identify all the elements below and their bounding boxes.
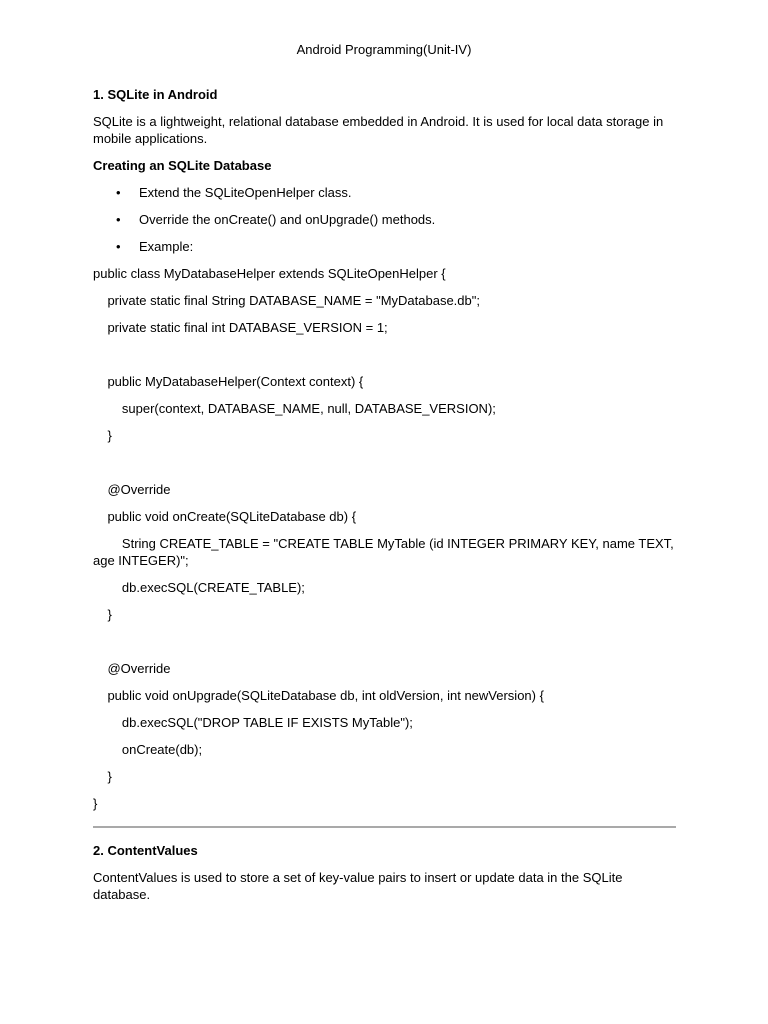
code-line: }: [93, 769, 112, 784]
code-line: db.execSQL(CREATE_TABLE);: [93, 580, 305, 595]
section-2-intro: ContentValues is used to store a set of key-value pairs to insert or update data in the SQLite database.: [93, 870, 623, 902]
code-blank-line: [93, 454, 678, 471]
code-line: String CREATE_TABLE = "CREATE TABLE MyTable (id INTEGER PRIMARY KEY, name TEXT, age INTEGER)";: [93, 536, 678, 568]
bullet-text: Override the onCreate() and onUpgrade() methods.: [139, 212, 436, 227]
bullet-text: Extend the SQLiteOpenHelper class.: [139, 185, 352, 200]
section-1-subheading: Creating an SQLite Database: [93, 158, 272, 173]
code-line: public MyDatabaseHelper(Context context) {: [93, 374, 364, 389]
code-line: public class MyDatabaseHelper extends SQLiteOpenHelper {: [93, 266, 446, 281]
code-line: }: [93, 607, 112, 622]
horizontal-divider: [93, 826, 676, 828]
bullet-icon: •: [116, 185, 121, 200]
code-line: db.execSQL("DROP TABLE IF EXISTS MyTable");: [93, 715, 413, 730]
bullet-item: [93, 184, 678, 201]
section-2-heading: 2. ContentValues: [93, 843, 198, 858]
bullet-icon: •: [116, 212, 121, 227]
bullet-item: [93, 211, 678, 228]
code-line: public void onUpgrade(SQLiteDatabase db, int oldVersion, int newVersion) {: [93, 688, 544, 703]
code-line: @Override: [93, 661, 171, 676]
bullet-list: [93, 184, 678, 255]
code-line: private static final int DATABASE_VERSION = 1;: [93, 320, 388, 335]
code-blank-line: [93, 346, 678, 363]
page-header: Android Programming(Unit-IV): [296, 42, 472, 57]
code-line: public void onCreate(SQLiteDatabase db) {: [93, 509, 357, 524]
code-line: super(context, DATABASE_NAME, null, DATABASE_VERSION);: [93, 401, 496, 416]
code-line: }: [93, 428, 112, 443]
section-1-heading: 1. SQLite in Android: [93, 87, 218, 102]
code-line: private static final String DATABASE_NAME = "MyDatabase.db";: [93, 293, 480, 308]
code-line: @Override: [93, 482, 171, 497]
bullet-item: [93, 238, 678, 255]
bullet-text: Example:: [139, 239, 194, 254]
code-example: [93, 265, 678, 812]
section-1-intro: SQLite is a lightweight, relational database embedded in Android. It is used for local data storage in mobile applications.: [93, 114, 664, 146]
code-blank-line: [93, 633, 678, 650]
document-body: [93, 86, 678, 913]
code-line: onCreate(db);: [93, 742, 203, 757]
code-line: }: [93, 796, 98, 811]
bullet-icon: •: [116, 239, 121, 254]
